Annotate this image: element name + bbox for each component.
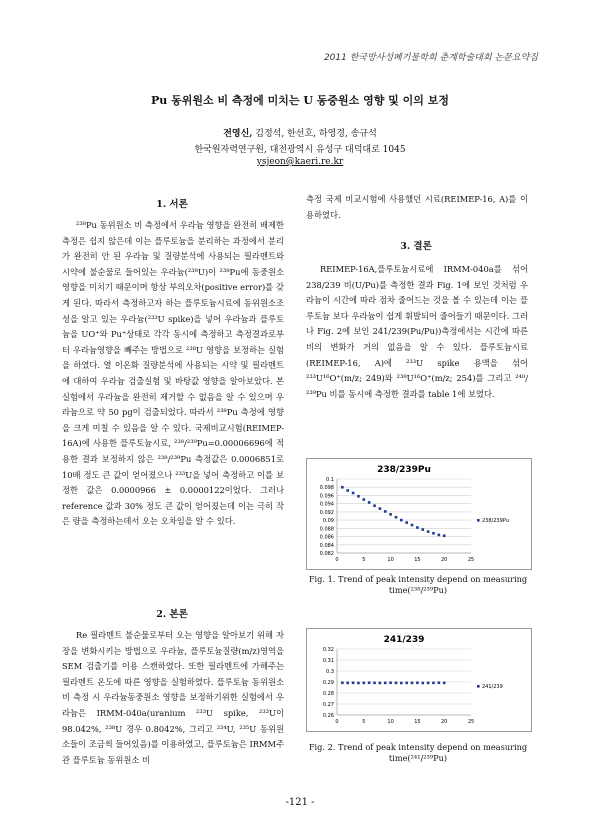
y-tick-label: 0.1 (326, 477, 334, 483)
data-point (357, 495, 360, 498)
data-point (411, 524, 414, 527)
paper-title: Pu 동위원소 비 측정에 미치는 U 동중원소 영향 및 이의 보정 (151, 94, 449, 107)
data-point (352, 492, 355, 495)
conclusion-paragraph (306, 262, 528, 402)
data-point (421, 528, 424, 531)
y-tick-label: 0.31 (322, 658, 334, 664)
continued-paragraph (306, 192, 528, 223)
y-tick-label: 0.3 (326, 669, 334, 675)
data-point (368, 681, 371, 684)
data-point (432, 532, 435, 535)
y-tick-label: 0.28 (322, 691, 334, 697)
chart-title: 241/239 (383, 635, 425, 645)
data-point (389, 681, 392, 684)
data-point (373, 504, 376, 507)
data-point (438, 681, 441, 684)
intro-text: ²³⁸Pu 동위원소 비 측정에서 우라늄 영향을 완전히 배제한 측정은 쉽지 않은데 이는 플루토늄을 분리하는 과정에서 분리가 완전히 안 된 우라늄 및 질량분석에 사용되는 필라멘트와 시약에 불순물로 들어있는 우라늄(²³⁸U)이 ²³⁸Pu에 동중원소영향을 미치기 때문이며 항상 부의오차(positive error)를 갖게 된다. 따라서 측정하고자 하는 플루토늄시료에 동위원소조성을 알고 있는 우라늄(²³³U spike)을 넣어 우라늄과 플루토늄을 UO⁺와 Pu⁺상태로 각각 동시에 측정하고 측정결과로부터 우라늄영향을 빼주는 방법으로 ²³⁸U 영향을 보정하는 실험을 하였다. 열 이온화 질량분석에 사용되는 시약 및 필라멘트에 대하여 우라늄 검출실험 및 바탕값 영향을 알아보았다. 본 실험에서 우라늄을 완전히 제거할 수 없음을 알 수 있으며 우라늄으로 약 50 pg이 검출되었다. 따라서 ²³⁸Pu 측정에 영향을 크게 미칠 수 있음을 알 수 있다. 국제비교시험(REIMEP-16A)에 사용한 플루토늄시료, ²³⁸/²³⁹Pu=0.00006696에 적용한 결과 보정하지 않은 ²³⁸/²³⁹Pu 측정값은 0.0006851로 10배 정도 큰 값이 얻어졌으나 ²³³U을 넣어 측정하고 이를 보정한 값은 0.0000966 ± 0.0000122이었다. 그러나 reference 값과 30% 정도 큰 값이 얻어졌는데 이는 극히 작은 량을 측정하는데서 오는 오차임을 알 수 있다. (62, 220, 284, 527)
data-point (346, 682, 349, 685)
x-tick-label: 15 (414, 719, 421, 725)
data-point (432, 682, 435, 685)
x-tick-label: 0 (335, 557, 339, 563)
y-tick-label: 0.29 (322, 680, 334, 686)
body-text: Re 필라멘트 불순물로부터 오는 영향을 알아보기 위해 자장을 변화시키는 방법으로 우라늄, 플루토늄질량(m/z)영역을 SEM 검출기를 이용 스캔하였다. 또한 필라멘트에 가해주는 필라멘트 온도에 따른 영향을 실험하였다. 플루토늄 동위원소비 측정 시 우라늄동중원소 영향을 보정하기위한 실험에서 우라늄은 IRMM-040a(uranium ²³³U spike, ²³³U이 98.042%, ²³⁸U 경우 0.8042%, 그리고 ²³⁴U, ²³⁵U 동위원소들이 조금씩 들어있음)를 이용하였고, 플루토늄은 IRMM주관 플루토늄 동위원소 비 (62, 630, 284, 765)
x-tick-label: 20 (441, 557, 448, 563)
data-point (384, 682, 387, 685)
email-link[interactable]: ysjeon@kaeri.re.kr (256, 157, 344, 167)
data-point (416, 681, 419, 684)
data-point (363, 682, 366, 685)
data-point (443, 534, 446, 537)
body-paragraph (62, 628, 284, 768)
x-tick-label: 5 (362, 719, 366, 725)
intro-paragraph (62, 218, 284, 530)
y-tick-label: 0.082 (319, 551, 334, 557)
conclusion-text: REIMEP-16A,플루토늄시료에 IRMM-040a를 섞어 238/239 비(U/Pu)를 측정한 결과 Fig. 1에 보인 것처럼 우라늄이 시간에 따라 점차 줄어드는 것을 볼 수 있는데 이는 플루토늄 보다 우라늄이 쉽게 휘발되어 줄어들기 때문이다. 그러나 Fig. 2에 보인 241/239(Pu/Pu))측정에서는 시간에 따른 비의 변화가 거의 없음을 알 수 있다. 플루토늄시료(REIMEP-16, A)에 ²³³U spike 용액을 섞어 ²³³U¹⁶O⁺(m/z; 249)와 ²³⁸U¹⁶O⁺(m/z; 254)를 그리고 ²⁴⁰/²³⁹Pu 비를 동시에 측정한 결과를 table 1에 보였다. (306, 264, 528, 399)
data-point (443, 682, 446, 685)
y-tick-label: 0.092 (319, 509, 334, 516)
y-tick-label: 0.09 (322, 518, 334, 525)
data-point (379, 507, 382, 510)
y-tick-label: 0.27 (322, 702, 334, 708)
data-point (352, 681, 355, 684)
y-tick-label: 0.32 (322, 647, 334, 653)
data-point (373, 682, 376, 685)
figure-1-svg (307, 459, 531, 569)
co-authors: 김정석, 한선호, 하영경, 송규석 (252, 129, 377, 139)
data-point (395, 516, 398, 519)
data-point (363, 498, 366, 501)
lead-author: 전영신, (223, 129, 253, 139)
x-tick-label: 15 (414, 557, 421, 563)
legend-label: 238/239Pu (482, 518, 509, 524)
figure-2-chart (306, 628, 532, 732)
data-point (405, 521, 408, 524)
y-tick-label: 0.094 (319, 501, 334, 508)
data-point (405, 682, 408, 685)
data-point (400, 682, 403, 685)
figure-2-svg (307, 629, 531, 731)
figure-1-caption: Fig. 1. Trend of peak intensity depend on measuring time(²³⁸/²³⁹Pu) (308, 574, 528, 595)
data-point (427, 530, 430, 533)
data-point (379, 682, 382, 685)
y-tick-label: 0.084 (319, 542, 334, 549)
section-heading-intro: 1. 서론 (156, 199, 188, 210)
data-point (395, 682, 398, 685)
x-tick-label: 25 (467, 719, 475, 725)
chart-title: 238/239Pu (377, 465, 431, 475)
legend-marker (477, 685, 480, 688)
section-heading-body: 2. 본론 (156, 609, 188, 620)
figure-1-chart (306, 458, 532, 570)
data-point (341, 486, 344, 489)
section-heading-conclusion: 3. 결론 (400, 241, 432, 252)
x-tick-label: 10 (387, 719, 394, 725)
legend-marker (477, 519, 480, 522)
continued-text: 측정 국제 비교시험에 사용했던 시료(REIMEP-16, A)를 이용하였다. (306, 194, 528, 220)
data-point (341, 681, 344, 684)
y-tick-label: 0.098 (319, 485, 334, 492)
data-point (357, 682, 360, 685)
y-tick-label: 0.096 (319, 493, 334, 500)
data-point (368, 501, 371, 504)
data-point (421, 682, 424, 685)
y-tick-label: 0.086 (319, 534, 334, 541)
data-point (384, 510, 387, 513)
x-tick-label: 25 (467, 557, 475, 563)
data-point (346, 489, 349, 492)
affiliation: 한국원자력연구원, 대전광역시 유성구 대덕대로 1045 (194, 145, 406, 155)
data-point (400, 519, 403, 522)
data-point (389, 513, 392, 516)
running-header: 2011 한국방사성폐기물학회 춘계학술대회 논문요약집 (323, 53, 538, 63)
x-tick-label: 5 (362, 557, 366, 563)
data-point (427, 682, 430, 685)
author-line (0, 126, 600, 139)
x-tick-label: 10 (387, 557, 394, 563)
y-tick-label: 0.088 (319, 526, 334, 533)
page-number: -121 - (285, 797, 315, 808)
x-tick-label: 0 (335, 719, 339, 725)
figure-2-caption: Fig. 2. Trend of peak intensity depend on measuring time(²⁴¹/²³⁹Pu) (308, 742, 528, 763)
data-point (411, 682, 414, 685)
data-point (438, 534, 441, 537)
y-tick-label: 0.26 (322, 713, 334, 719)
legend-label: 241/239 (482, 684, 503, 690)
data-point (416, 526, 419, 529)
x-tick-label: 20 (441, 719, 448, 725)
